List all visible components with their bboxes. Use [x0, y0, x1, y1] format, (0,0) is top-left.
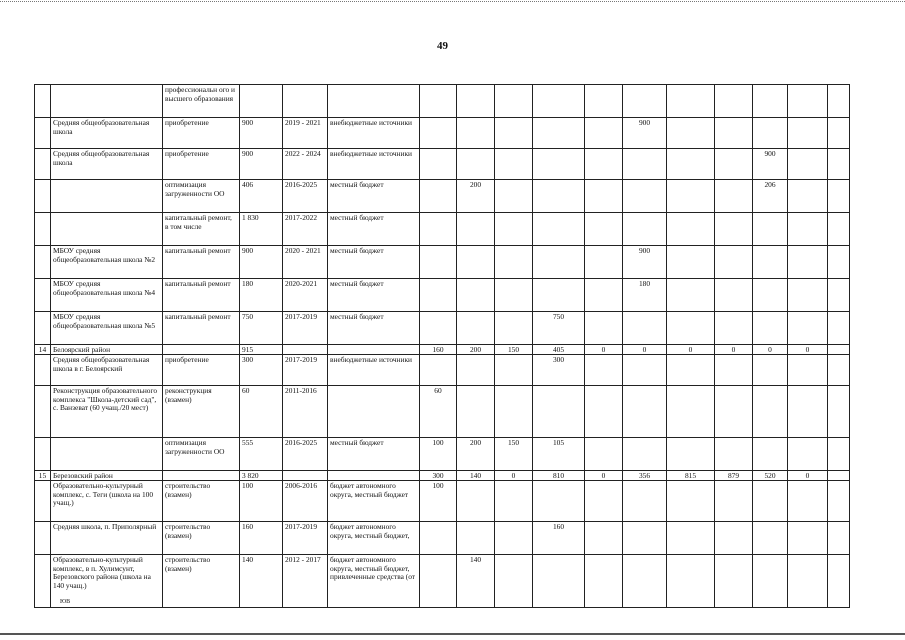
table-cell [457, 149, 495, 180]
table-cell: 3 820 [240, 471, 283, 481]
table-cell: 0 [585, 471, 623, 481]
table-cell [715, 355, 753, 386]
table-cell [283, 471, 328, 481]
table-cell [495, 522, 533, 555]
page-number: 49 [437, 40, 448, 52]
table-cell [420, 355, 457, 386]
table-cell [753, 481, 788, 522]
table-cell: 0 [715, 345, 753, 355]
table-cell: 60 [240, 386, 283, 438]
table-cell: 300 [533, 355, 585, 386]
table-cell [667, 312, 715, 345]
table-cell [420, 279, 457, 312]
table-cell [35, 355, 51, 386]
table-cell [420, 180, 457, 213]
table-cell [828, 118, 850, 149]
district-total-row [35, 345, 850, 355]
table-cell [283, 345, 328, 355]
table-cell: 300 [420, 471, 457, 481]
table-cell: местный бюджет [328, 312, 420, 345]
table-cell [715, 246, 753, 279]
table-cell [533, 555, 585, 608]
table-cell [715, 85, 753, 118]
table-cell [623, 149, 667, 180]
table-cell: Средняя общеобразовательная школа в г. Белоярский [51, 355, 163, 386]
table-cell: 100 [420, 481, 457, 522]
table-cell [788, 555, 828, 608]
table-cell [420, 85, 457, 118]
table-cell [828, 481, 850, 522]
table-cell: 140 [457, 471, 495, 481]
table-cell: 0 [788, 345, 828, 355]
table-cell [828, 345, 850, 355]
table-row [35, 522, 850, 555]
table-cell: 915 [240, 345, 283, 355]
table-cell: МБОУ средняя общеобразовательная школа №5 [51, 312, 163, 345]
table-cell [495, 312, 533, 345]
table-cell [788, 386, 828, 438]
table-cell [667, 246, 715, 279]
table-row [35, 118, 850, 149]
table-cell [667, 118, 715, 149]
table-cell: 180 [240, 279, 283, 312]
table-cell [585, 246, 623, 279]
table-cell: 555 [240, 438, 283, 471]
table-cell [420, 213, 457, 246]
table-cell [533, 180, 585, 213]
table-cell: 150 [495, 345, 533, 355]
table-cell [715, 312, 753, 345]
table-cell [788, 213, 828, 246]
table-cell [828, 522, 850, 555]
table-cell: бюджет автономного округа, местный бюджет, привлеченные средства (от [328, 555, 420, 608]
table-cell [667, 522, 715, 555]
program-table [34, 84, 850, 608]
table-cell [585, 279, 623, 312]
table-cell [753, 279, 788, 312]
table-cell: внебюджетные источники [328, 118, 420, 149]
table-cell [828, 279, 850, 312]
table-cell [753, 522, 788, 555]
table-cell: Средняя школа, п. Приполярный [51, 522, 163, 555]
table-cell: 2020 - 2021 [283, 246, 328, 279]
table-cell: 150 [495, 438, 533, 471]
table-cell [753, 213, 788, 246]
table-cell: МБОУ средняя общеобразовательная школа №4 [51, 279, 163, 312]
table-cell: 2017-2022 [283, 213, 328, 246]
table-cell: 180 [623, 279, 667, 312]
table-cell: 60 [420, 386, 457, 438]
table-cell [715, 438, 753, 471]
table-cell [328, 386, 420, 438]
table-cell [35, 279, 51, 312]
table-cell [457, 246, 495, 279]
table-cell [495, 481, 533, 522]
table-cell [828, 555, 850, 608]
table-cell [788, 522, 828, 555]
table-cell [753, 386, 788, 438]
table-cell [533, 386, 585, 438]
table-cell [51, 180, 163, 213]
table-cell [533, 481, 585, 522]
table-row [35, 180, 850, 213]
table-cell: 2017-2019 [283, 312, 328, 345]
table-cell: приобретение [163, 149, 240, 180]
table-cell: 900 [623, 118, 667, 149]
table-cell [457, 118, 495, 149]
table-cell [585, 180, 623, 213]
table-cell: 2017-2019 [283, 355, 328, 386]
table-cell [788, 355, 828, 386]
table-cell: 810 [533, 471, 585, 481]
table-cell [533, 149, 585, 180]
table-cell [623, 481, 667, 522]
table-cell: 206 [753, 180, 788, 213]
table-cell: 0 [667, 345, 715, 355]
table-row [35, 85, 850, 118]
table-cell: 900 [240, 246, 283, 279]
table-cell [420, 522, 457, 555]
table-cell [533, 279, 585, 312]
table-cell [35, 522, 51, 555]
table-cell [585, 481, 623, 522]
table-cell [495, 149, 533, 180]
table-cell [788, 246, 828, 279]
table-cell [715, 279, 753, 312]
table-cell [495, 555, 533, 608]
table-cell [828, 355, 850, 386]
table-cell [420, 118, 457, 149]
table-cell: 100 [420, 438, 457, 471]
table-cell [828, 85, 850, 118]
table-cell [623, 355, 667, 386]
table-cell [35, 213, 51, 246]
table-cell: 356 [623, 471, 667, 481]
table-cell: 750 [240, 312, 283, 345]
table-cell: капитальный ремонт [163, 246, 240, 279]
table-cell: Средняя общеобразовательная школа [51, 149, 163, 180]
table-cell [457, 279, 495, 312]
table-cell [585, 438, 623, 471]
table-cell [35, 386, 51, 438]
table-cell [533, 118, 585, 149]
table-cell: 900 [240, 149, 283, 180]
table-cell: капитальный ремонт [163, 312, 240, 345]
table-cell [585, 85, 623, 118]
table-cell [35, 180, 51, 213]
table-cell [420, 312, 457, 345]
scan-top-edge [0, 1, 905, 2]
table-cell [163, 345, 240, 355]
table-cell [753, 85, 788, 118]
district-total-row [35, 471, 850, 481]
table-cell [788, 85, 828, 118]
table-cell [51, 85, 163, 118]
table-cell [457, 522, 495, 555]
table-cell [35, 118, 51, 149]
table-cell: Образовательно-культурный комплекс, с. Теги (школа на 100 учащ.) [51, 481, 163, 522]
table-cell: Реконструкция образовательного комплекса "Школа-детский сад", с. Ванзеват (60 учащ./20 мест) [51, 386, 163, 438]
table-cell [623, 522, 667, 555]
table-cell [495, 355, 533, 386]
table-cell: капитальный ремонт [163, 279, 240, 312]
table-cell: 200 [457, 345, 495, 355]
table-cell [457, 386, 495, 438]
table-row [35, 213, 850, 246]
table-cell [585, 312, 623, 345]
table-cell: 1 830 [240, 213, 283, 246]
table-cell [828, 149, 850, 180]
table-body [35, 85, 850, 608]
table-cell [828, 312, 850, 345]
table-cell [495, 246, 533, 279]
table-cell: 100 [240, 481, 283, 522]
table-cell: 406 [240, 180, 283, 213]
table-cell: 14 [35, 345, 51, 355]
table-cell [495, 85, 533, 118]
table-cell: оптимизация загруженности ОО [163, 438, 240, 471]
table-cell [585, 149, 623, 180]
table-row [35, 481, 850, 522]
table-cell [788, 149, 828, 180]
table-cell [715, 118, 753, 149]
table-row [35, 386, 850, 438]
table-cell [828, 438, 850, 471]
table-cell: 200 [457, 180, 495, 213]
table-cell: 2016-2025 [283, 180, 328, 213]
table-cell [585, 522, 623, 555]
table-cell [51, 438, 163, 471]
table-row [35, 438, 850, 471]
table-cell [35, 438, 51, 471]
table-cell: 815 [667, 471, 715, 481]
table-cell: Березовский район [51, 471, 163, 481]
table-cell [788, 279, 828, 312]
table-cell [753, 355, 788, 386]
table-cell: строительство (взамен) [163, 522, 240, 555]
table-cell [788, 438, 828, 471]
table-cell [715, 481, 753, 522]
table-cell: реконструкция (взамен) [163, 386, 240, 438]
table-cell: 160 [420, 345, 457, 355]
table-cell: 405 [533, 345, 585, 355]
table-cell [753, 118, 788, 149]
table-cell: 15 [35, 471, 51, 481]
table-row [35, 246, 850, 279]
table-cell: 200 [457, 438, 495, 471]
table-cell: 0 [623, 345, 667, 355]
table-cell [623, 555, 667, 608]
table-cell: внебюджетные источники [328, 355, 420, 386]
table-row [35, 149, 850, 180]
table-cell [420, 555, 457, 608]
table-cell [828, 246, 850, 279]
table-cell [328, 85, 420, 118]
table-cell [457, 481, 495, 522]
table-cell [667, 213, 715, 246]
table-cell [715, 386, 753, 438]
table-cell: 2011-2016 [283, 386, 328, 438]
table-cell: внебюджетные источники [328, 149, 420, 180]
table-cell [623, 85, 667, 118]
table-cell: местный бюджет [328, 213, 420, 246]
table-cell [623, 386, 667, 438]
table-cell [35, 481, 51, 522]
table-cell [623, 312, 667, 345]
footnote-mark: ЮВ [60, 599, 71, 605]
table-cell [495, 279, 533, 312]
table-cell [240, 85, 283, 118]
table-cell [667, 180, 715, 213]
table-cell [715, 555, 753, 608]
table-cell [623, 438, 667, 471]
table-cell: местный бюджет [328, 438, 420, 471]
table-cell [420, 149, 457, 180]
table-cell: МБОУ средняя общеобразовательная школа №2 [51, 246, 163, 279]
table-cell [828, 180, 850, 213]
table-cell: 2006-2016 [283, 481, 328, 522]
table-cell: 0 [788, 471, 828, 481]
table-cell [715, 180, 753, 213]
table-cell: местный бюджет [328, 246, 420, 279]
table-cell [51, 213, 163, 246]
table-cell [623, 213, 667, 246]
table-cell [585, 386, 623, 438]
table-cell [35, 246, 51, 279]
table-cell [715, 149, 753, 180]
table-cell: приобретение [163, 355, 240, 386]
table-cell [667, 438, 715, 471]
table-cell [420, 246, 457, 279]
table-cell [457, 85, 495, 118]
table-cell: Белоярский район [51, 345, 163, 355]
table-cell [623, 180, 667, 213]
table-cell [828, 386, 850, 438]
table-cell [788, 118, 828, 149]
table-cell: бюджет автономного округа, местный бюджет, [328, 522, 420, 555]
table-cell: 2020-2021 [283, 279, 328, 312]
table-cell [328, 471, 420, 481]
table-cell: приобретение [163, 118, 240, 149]
table-cell [753, 312, 788, 345]
table-cell: 0 [495, 471, 533, 481]
table-cell [753, 438, 788, 471]
table-cell [495, 386, 533, 438]
table-cell: 2022 - 2024 [283, 149, 328, 180]
table-cell [667, 279, 715, 312]
table-cell [667, 85, 715, 118]
table-cell: 140 [457, 555, 495, 608]
table-cell: 750 [533, 312, 585, 345]
table-cell [667, 481, 715, 522]
table-cell [495, 118, 533, 149]
table-cell [495, 180, 533, 213]
table-cell [35, 312, 51, 345]
table-cell [585, 355, 623, 386]
table-cell: 160 [533, 522, 585, 555]
table-cell [715, 522, 753, 555]
table-cell: 2019 - 2021 [283, 118, 328, 149]
table-cell: местный бюджет [328, 279, 420, 312]
table-cell [667, 149, 715, 180]
scan-bottom-edge [0, 633, 905, 635]
table-cell: 520 [753, 471, 788, 481]
table-cell [35, 149, 51, 180]
table-cell [715, 213, 753, 246]
table-cell [788, 312, 828, 345]
table-cell [495, 213, 533, 246]
table-cell [585, 555, 623, 608]
table-cell: капитальный ремонт, в том числе [163, 213, 240, 246]
table-row [35, 279, 850, 312]
table-cell [533, 246, 585, 279]
table-cell: 300 [240, 355, 283, 386]
table-cell [788, 180, 828, 213]
table-row [35, 555, 850, 608]
table-cell: 900 [753, 149, 788, 180]
table-cell: оптимизация загруженности ОО [163, 180, 240, 213]
table-row [35, 312, 850, 345]
table-cell [828, 213, 850, 246]
table-cell: 900 [623, 246, 667, 279]
table-cell: строительство (взамен) [163, 481, 240, 522]
table-cell: Средняя общеобразовательная школа [51, 118, 163, 149]
table-cell: бюджет автономного округа, местный бюджет [328, 481, 420, 522]
table-cell [328, 345, 420, 355]
table-cell: местный бюджет [328, 180, 420, 213]
table-cell: 2016-2025 [283, 438, 328, 471]
table-cell [533, 213, 585, 246]
table-cell: строительство (взамен) [163, 555, 240, 608]
table-cell [667, 355, 715, 386]
table-cell: профессиональн ого и высшего образования [163, 85, 240, 118]
table-cell: 2017-2019 [283, 522, 328, 555]
table-cell: 0 [753, 345, 788, 355]
table-cell [585, 118, 623, 149]
table-cell [163, 471, 240, 481]
table-cell [585, 213, 623, 246]
table-row [35, 355, 850, 386]
table-cell [35, 85, 51, 118]
table-cell [667, 386, 715, 438]
table-cell [828, 471, 850, 481]
table-cell [753, 246, 788, 279]
table-cell: 160 [240, 522, 283, 555]
table-cell [753, 555, 788, 608]
table-cell: 900 [240, 118, 283, 149]
table-cell: Образовательно-культурный комплекс, в п. Хулимсунт, Березовского района (школа на 140 учащ.) [51, 555, 163, 608]
table-cell [667, 555, 715, 608]
table-cell [533, 85, 585, 118]
table-cell [457, 213, 495, 246]
table-cell: 879 [715, 471, 753, 481]
table-cell: 0 [585, 345, 623, 355]
table-cell: 2012 - 2017 [283, 555, 328, 608]
table-cell [457, 312, 495, 345]
table-cell: 105 [533, 438, 585, 471]
table-cell [457, 355, 495, 386]
table-cell [35, 555, 51, 608]
table-cell [283, 85, 328, 118]
table-cell: 140 [240, 555, 283, 608]
table-cell [788, 481, 828, 522]
